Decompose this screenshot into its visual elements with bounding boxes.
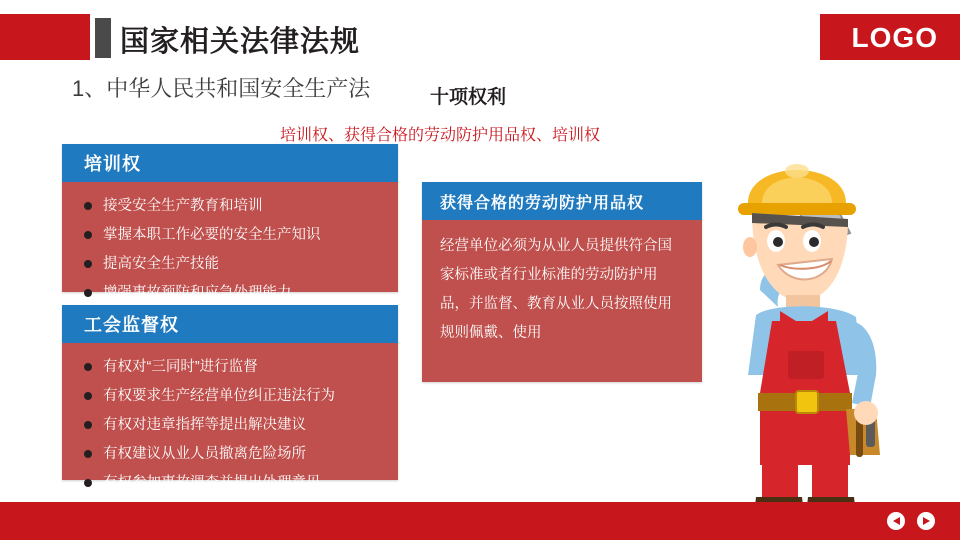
rights-summary-note: 培训权、获得合格的劳动防护用品权、培训权 xyxy=(280,127,601,144)
card-body xyxy=(62,182,398,324)
list-item xyxy=(84,254,380,275)
list-item-label: 提高安全生产技能 xyxy=(103,256,219,273)
list-item-label: 有权对违章指挥等提出解决建议 xyxy=(103,417,306,434)
card-heading: 培训权 xyxy=(62,144,398,182)
bullet-dot-icon xyxy=(84,231,92,239)
list-item-label: 有权要求生产经营单位纠正违法行为 xyxy=(103,388,335,405)
bullet-dot-icon xyxy=(84,289,92,297)
list-item xyxy=(84,444,380,465)
card-body xyxy=(62,343,398,514)
page-title: 国家相关法律法规 xyxy=(120,26,361,58)
footer-bar xyxy=(0,502,960,540)
worker-face xyxy=(743,213,848,301)
bullet-dot-icon xyxy=(84,450,92,458)
bullet-dot-icon xyxy=(84,479,92,487)
rights-count-label: 十项权利 xyxy=(430,87,507,108)
bullet-dot-icon xyxy=(84,260,92,268)
arrow-left-icon[interactable] xyxy=(887,512,905,530)
section-subtitle: 1、中华人民共和国安全生产法 xyxy=(72,76,371,101)
card-heading: 获得合格的劳动防护用品权 xyxy=(422,182,702,220)
list-item-label: 掌握本职工作必要的安全生产知识 xyxy=(103,227,321,244)
list-item xyxy=(84,473,380,494)
list-item-label: 有权建议从业人员撤离危险场所 xyxy=(103,446,306,463)
list-item-label: 接受安全生产教育和培训 xyxy=(103,198,263,214)
card-ppe-right xyxy=(422,182,702,382)
card-training-right xyxy=(62,144,398,302)
header-red-block-left xyxy=(0,14,90,60)
card-paragraph: 经营单位必须为从业人员提供符合国家标准或者行业标准的劳动防护用品，并监督、教育从业人员按照使用规则佩戴、使用 xyxy=(440,238,672,341)
list-item xyxy=(84,386,380,407)
list-item xyxy=(84,225,380,246)
list-item-label: 有权对“三同时”进行监督 xyxy=(103,359,258,375)
construction-worker-illustration xyxy=(700,125,950,520)
list-item xyxy=(84,196,380,217)
list-item xyxy=(84,415,380,436)
hard-hat xyxy=(738,164,856,215)
list-item xyxy=(84,357,380,378)
list-item-label: 增强事故预防和应急处理能力 xyxy=(103,285,292,302)
arrow-right-glyph xyxy=(923,517,930,525)
card-union-supervision-right xyxy=(62,305,398,492)
bullet-dot-icon xyxy=(84,392,92,400)
header-accent-bar xyxy=(95,18,111,58)
list-item-label: 有权参加事故调查并提出处理意见 xyxy=(103,475,321,492)
arrow-right-icon[interactable] xyxy=(917,512,935,530)
arrow-left-glyph xyxy=(893,517,900,525)
bullet-dot-icon xyxy=(84,421,92,429)
logo-text: LOGO xyxy=(851,22,938,53)
card-heading: 工会监督权 xyxy=(62,305,398,343)
list-item xyxy=(84,283,380,304)
bullet-dot-icon xyxy=(84,202,92,210)
bullet-dot-icon xyxy=(84,363,92,371)
